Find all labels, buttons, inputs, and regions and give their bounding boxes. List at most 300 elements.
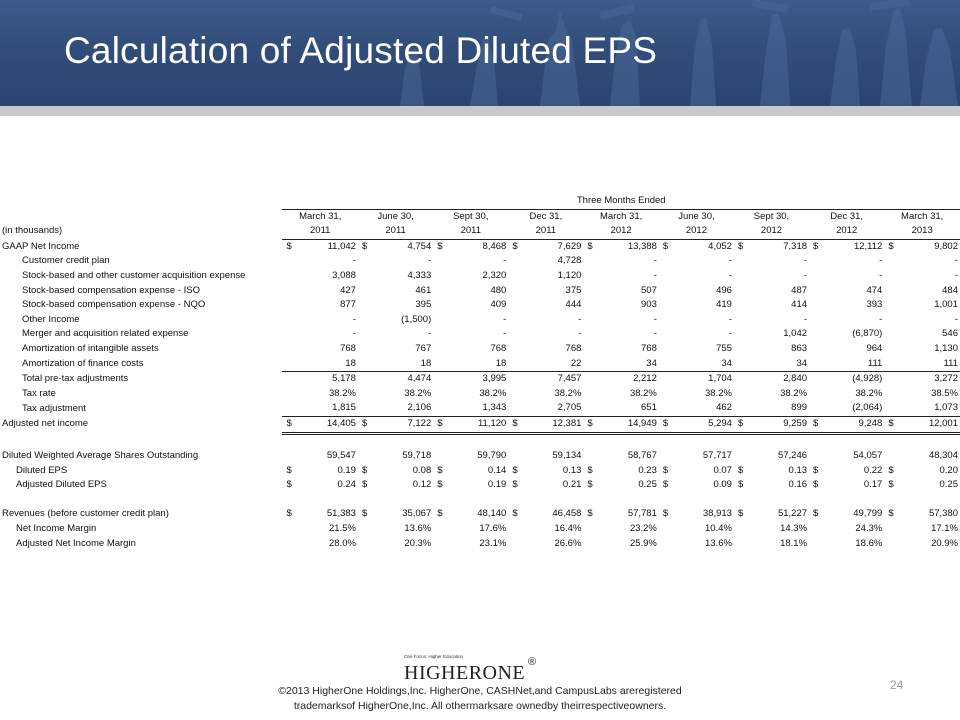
value-cell: 35,067 [402,508,432,520]
currency-symbol: $ [508,416,521,433]
value-cell: 58,767 [627,450,657,462]
table-row [2,284,960,299]
value-cell: 17.1% [931,523,958,535]
currency-symbol [508,522,521,537]
currency-symbol [508,357,521,372]
value-cell: 427 [340,284,356,296]
currency-symbol: $ [734,416,747,433]
currency-symbol [659,327,672,342]
value-cell: 17.6% [479,523,507,535]
value-cell: 23.2% [629,523,657,535]
period-year: 2012 [659,224,734,239]
value-cell: 5,294 [672,416,734,433]
currency-symbol: $ [437,479,443,491]
currency-symbol [583,401,596,416]
value-cell: (6,870) [852,328,883,340]
currency-symbol [358,372,371,387]
row-label: Amortization of intangible assets [22,342,159,354]
value-cell: 651 [641,402,657,414]
currency-symbol [282,269,295,284]
period-year: 2011 [282,224,357,239]
currency-symbol [809,313,822,328]
period-month: Dec 31, [529,210,563,222]
value-cell: 0.19 [487,479,507,491]
value-cell: - [879,255,883,267]
currency-symbol [583,313,596,328]
table-row [2,254,960,269]
currency-symbol: $ [813,508,819,520]
currency-symbol [884,522,897,537]
table-row [2,327,960,342]
table-row [2,449,960,464]
currency-symbol [659,254,672,269]
currency-symbol [734,254,747,269]
value-cell: 12,001 [897,416,960,433]
currency-symbol [282,401,295,416]
currency-symbol [508,372,521,387]
footer-line-2: trademarksof HigherOne,Inc. All othermarksare ownedby theirrespectiveowners. [293,700,667,712]
currency-symbol [583,254,596,269]
currency-symbol [809,401,822,416]
currency-symbol [358,537,371,552]
currency-symbol [734,313,747,328]
value-cell: 419 [716,299,732,311]
currency-symbol [734,401,747,416]
currency-symbol [282,357,295,372]
value-cell: 7,629 [557,240,582,252]
currency-symbol [433,449,446,464]
table-row [2,464,960,479]
value-cell: 34 [747,357,809,372]
currency-symbol [734,327,747,342]
currency-symbol: $ [583,416,596,433]
value-cell: 46,458 [552,508,582,520]
value-cell: 768 [565,342,582,354]
spacer-cell [2,493,960,508]
currency-symbol [734,387,747,402]
value-cell: - [803,313,808,325]
currency-symbol [358,449,371,464]
currency-symbol: $ [662,240,669,252]
currency-symbol [508,449,521,464]
units-label: (in thousands) [2,225,63,237]
currency-symbol [884,284,897,299]
value-cell: 755 [716,342,732,354]
period-year: 2012 [734,224,809,239]
table-row [2,372,960,387]
currency-symbol [433,254,446,269]
currency-symbol [809,357,822,372]
value-cell: 59,547 [326,450,356,462]
value-cell: 444 [565,299,582,311]
value-cell: 0.22 [863,464,883,476]
value-cell: 0.13 [562,464,582,476]
currency-symbol [358,327,371,342]
value-cell: - [728,313,732,325]
value-cell: 2,840 [783,373,808,385]
currency-symbol [659,449,672,464]
value-cell: 487 [791,284,808,296]
value-cell: - [578,313,582,325]
value-cell: - [728,255,732,267]
currency-symbol [282,387,295,402]
currency-symbol: $ [512,508,518,520]
value-cell: 49,799 [853,508,883,520]
currency-symbol: $ [813,479,819,491]
value-cell: 1,815 [332,402,356,414]
period-month: March 31, [600,210,643,222]
logo-tagline: One Focus: Higher Education [404,654,464,659]
value-cell: 0.21 [562,479,582,491]
currency-symbol: $ [587,240,593,252]
value-cell: 0.09 [713,479,732,491]
header-year-row [2,224,960,239]
row-label: Merger and acquisition related expense [22,328,189,340]
value-cell: 5,178 [332,373,356,385]
currency-symbol [358,342,371,357]
row-label: Tax rate [22,387,56,399]
period-month: March 31, [299,210,342,222]
currency-symbol: $ [587,464,593,476]
value-cell: 38.2% [780,387,808,399]
currency-symbol [358,387,371,402]
row-label: Adjusted Net Income Margin [16,537,136,549]
currency-symbol [884,269,897,284]
value-cell: 0.08 [412,464,432,476]
value-cell: 2,212 [633,373,657,385]
currency-symbol [809,387,822,402]
period-month: Dec 31, [830,210,864,222]
value-cell: 2,106 [407,402,432,414]
currency-symbol [583,387,596,402]
value-cell: 51,227 [777,508,808,520]
period-month: Sept 30, [453,210,489,222]
value-cell: 14,405 [296,416,358,433]
currency-symbol [809,372,822,387]
higherone-logo [400,650,550,682]
value-cell: 1,001 [934,299,958,311]
value-cell: 38.2% [705,387,732,399]
value-cell: 3,995 [482,373,507,385]
value-cell: 496 [716,284,732,296]
value-cell: 111 [897,357,960,372]
currency-symbol [734,357,747,372]
currency-symbol [809,537,822,552]
currency-symbol: $ [662,464,669,476]
currency-symbol [659,372,672,387]
value-cell: 0.13 [788,464,808,476]
currency-symbol: $ [358,416,371,433]
value-cell: 28.0% [329,537,356,549]
value-cell: - [954,269,958,281]
value-cell: 768 [641,342,657,354]
value-cell: 59,134 [552,450,582,462]
value-cell: 4,474 [407,373,432,385]
value-cell: 7,122 [371,416,433,433]
value-cell: 1,343 [482,402,507,414]
group-header: Three Months Ended [282,194,960,209]
currency-symbol [583,537,596,552]
currency-symbol [508,313,521,328]
value-cell: - [653,313,657,325]
table-row [2,387,960,402]
currency-symbol [282,327,295,342]
value-cell: 414 [791,299,808,311]
value-cell: - [653,328,657,340]
row-label: Stock-based and other customer acquisition expense [22,269,246,281]
currency-symbol [433,522,446,537]
value-cell: 13,388 [627,240,657,252]
currency-symbol [734,298,747,313]
currency-symbol [809,298,822,313]
value-cell: 59,718 [402,450,432,462]
row-label: Other Income [22,313,80,325]
registered-mark: ® [528,656,537,668]
value-cell: 0.07 [713,464,732,476]
value-cell: - [954,255,958,267]
currency-symbol [433,342,446,357]
currency-symbol [809,269,822,284]
currency-symbol [659,401,672,416]
value-cell: 38.2% [629,387,657,399]
spacer-row [2,493,960,508]
value-cell: 0.12 [412,479,432,491]
currency-symbol: $ [662,508,669,520]
value-cell: - [428,255,432,267]
table-row [2,239,960,254]
table-row [2,298,960,313]
currency-symbol: $ [888,508,894,520]
value-cell: 38.2% [855,387,883,399]
currency-symbol: $ [587,479,593,491]
value-cell: 1,130 [934,342,958,354]
value-cell: 461 [415,284,432,296]
value-cell: - [503,255,507,267]
currency-symbol: $ [361,479,368,491]
currency-symbol: $ [282,416,295,433]
currency-symbol: $ [813,464,819,476]
currency-symbol [583,522,596,537]
currency-symbol: $ [662,479,669,491]
value-cell: 20.9% [931,537,958,549]
period-year: 2012 [809,224,884,239]
period-month: Sept 30, [753,210,790,222]
currency-symbol [508,537,521,552]
value-cell: 1,042 [783,328,808,340]
currency-symbol [282,449,295,464]
currency-symbol: $ [884,416,897,433]
value-cell: 18 [296,357,358,372]
value-cell: 1,073 [934,402,958,414]
currency-symbol: $ [286,464,292,476]
row-label: Adjusted net income [2,418,89,430]
value-cell: 2,705 [557,402,582,414]
currency-symbol [809,254,822,269]
row-label: Total pre-tax adjustments [22,372,129,384]
value-cell: 3,272 [934,373,958,385]
period-month: March 31, [901,210,944,222]
value-cell: 507 [641,284,657,296]
currency-symbol [282,342,295,357]
value-cell: 0.23 [638,464,657,476]
currency-symbol [809,449,822,464]
currency-symbol [508,342,521,357]
value-cell: 21.5% [329,523,356,535]
currency-symbol: $ [437,508,443,520]
currency-symbol [659,357,672,372]
currency-symbol [358,254,371,269]
currency-symbol [659,269,672,284]
table-row [2,522,960,537]
value-cell: 0.25 [939,479,958,491]
copyright-footer [0,684,960,714]
spacer-row [2,433,960,449]
value-cell: 964 [866,342,883,354]
currency-symbol [734,449,747,464]
currency-symbol [433,284,446,299]
currency-symbol [433,537,446,552]
value-cell: - [653,269,657,281]
currency-symbol [809,342,822,357]
value-cell: 395 [415,299,432,311]
currency-symbol [583,342,596,357]
value-cell: 24.3% [855,523,883,535]
value-cell: 4,728 [557,255,582,267]
currency-symbol [659,537,672,552]
value-cell: 767 [415,342,432,354]
currency-symbol [358,401,371,416]
value-cell: 474 [866,284,883,296]
period-year: 2011 [508,224,583,239]
value-cell: 0.19 [337,464,356,476]
row-label: Stock-based compensation expense - NQO [22,299,206,311]
currency-symbol [884,254,897,269]
currency-symbol [358,357,371,372]
row-label: Amortization of finance costs [22,357,144,369]
value-cell: - [503,313,507,325]
currency-symbol [884,298,897,313]
currency-symbol [734,284,747,299]
currency-symbol: $ [437,464,443,476]
value-cell: 25.9% [629,537,657,549]
value-cell: 18 [446,357,508,372]
value-cell: 12,112 [853,240,883,252]
value-cell: (2,064) [852,402,883,414]
currency-symbol [884,313,897,328]
currency-symbol [358,269,371,284]
header-period-row [2,209,960,224]
value-cell: - [879,313,883,325]
currency-symbol [583,327,596,342]
value-cell: 375 [565,284,582,296]
currency-symbol [734,269,747,284]
currency-symbol: $ [512,479,518,491]
value-cell: 3,088 [332,269,356,281]
value-cell: - [503,328,507,340]
value-cell: 48,304 [928,450,958,462]
currency-symbol [583,357,596,372]
value-cell: 393 [866,299,883,311]
value-cell: - [653,255,657,267]
value-cell: 13.6% [705,537,732,549]
value-cell: 768 [340,342,356,354]
currency-symbol [508,401,521,416]
period-year: 2013 [884,224,960,239]
currency-symbol [734,342,747,357]
value-cell: - [954,313,958,325]
value-cell: 12,381 [521,416,583,433]
value-cell: 57,781 [627,508,657,520]
table-row [2,357,960,372]
value-cell: 0.16 [788,479,808,491]
currency-symbol [433,372,446,387]
value-cell: (4,928) [852,373,883,385]
currency-symbol [508,254,521,269]
value-cell: 38,913 [702,508,732,520]
page-number: 24 [890,678,904,692]
value-cell: 484 [942,284,958,296]
currency-symbol [884,449,897,464]
value-cell: 9,259 [747,416,809,433]
value-cell: 16.4% [554,523,582,535]
row-label: Tax adjustment [22,402,86,414]
header-group-row [2,194,960,209]
value-cell: 1,120 [557,269,582,281]
currency-symbol: $ [361,464,368,476]
value-cell: 409 [490,299,507,311]
currency-symbol [583,298,596,313]
period-month: June 30, [678,210,715,222]
slide-title: Calculation of Adjusted Diluted EPS [64,30,658,71]
value-cell: - [879,269,883,281]
currency-symbol: $ [888,479,894,491]
currency-symbol [358,298,371,313]
value-cell: 57,246 [777,450,808,462]
currency-symbol [659,284,672,299]
period-year: 2011 [358,224,433,239]
currency-symbol [358,522,371,537]
currency-symbol [508,284,521,299]
value-cell: 899 [791,402,808,414]
value-cell: 38.2% [329,387,356,399]
value-cell: 59,790 [477,450,507,462]
value-cell: 8,468 [482,240,507,252]
currency-symbol [659,387,672,402]
currency-symbol: $ [737,240,744,252]
row-label: Net Income Margin [16,523,97,535]
value-cell: (1,500) [401,313,432,325]
currency-symbol [583,449,596,464]
currency-symbol [282,284,295,299]
currency-symbol: $ [809,416,822,433]
currency-symbol [884,357,897,372]
currency-symbol [282,313,295,328]
currency-symbol [358,284,371,299]
value-cell: 4,754 [407,240,432,252]
currency-symbol: $ [286,240,292,252]
value-cell: 18 [371,357,433,372]
value-cell: 48,140 [477,508,507,520]
value-cell: 863 [791,342,808,354]
currency-symbol: $ [659,416,672,433]
value-cell: 34 [672,357,734,372]
row-label: Customer credit plan [22,255,110,267]
value-cell: - [803,255,808,267]
currency-symbol [433,327,446,342]
currency-symbol: $ [361,240,368,252]
value-cell: 11,120 [446,416,508,433]
currency-symbol: $ [888,464,894,476]
